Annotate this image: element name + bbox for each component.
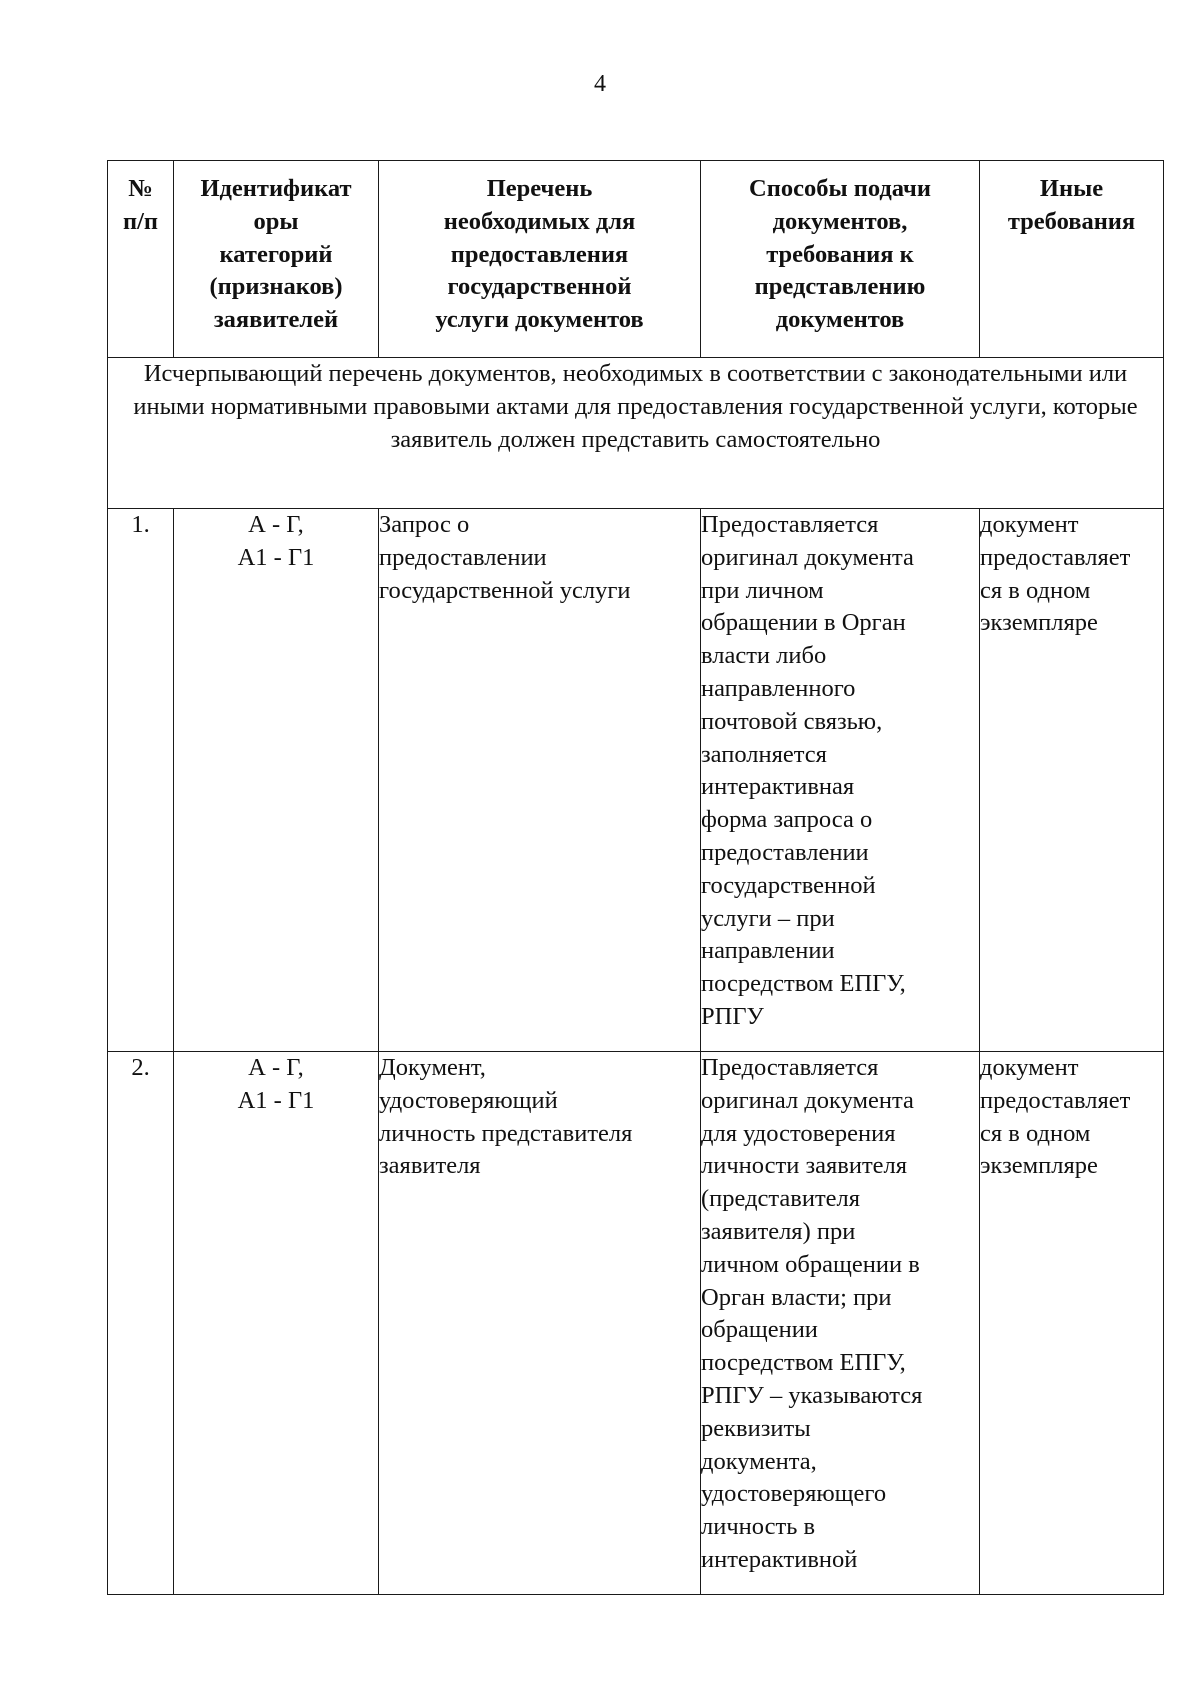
documents-table — [107, 160, 1164, 1595]
row-other-requirements: документ предоставляет ся в одном экземпляре — [980, 509, 1164, 1052]
table-row — [108, 509, 1164, 1052]
table-row — [108, 1052, 1164, 1595]
header-documents: Перечень необходимых для предоставления государственной услуги документов — [379, 161, 701, 358]
header-other-requirements: Иные требования — [980, 161, 1164, 358]
section-row — [108, 358, 1164, 509]
page-number: 4 — [594, 71, 606, 97]
row-submission-methods: Предоставляется оригинал документа при личном обращении в Орган власти либо направленного почтовой связью, заполняется интерактивная форма запроса о предоставлении государственной услуги – при направлении посредством ЕПГУ, РПГУ — [701, 509, 980, 1052]
header-number: № п/п — [108, 161, 174, 358]
row-other-requirements: документ предоставляет ся в одном экземпляре — [980, 1052, 1164, 1595]
row-document: Документ, удостоверяющий личность представителя заявителя — [379, 1052, 701, 1595]
row-document: Запрос о предоставлении государственной услуги — [379, 509, 701, 1052]
row-submission-methods: Предоставляется оригинал документа для удостоверения личности заявителя (представителя заявителя) при личном обращении в Орган власти; при обращении посредством ЕПГУ, РПГУ – указываются реквизиты документа, удостоверяющего личность в интерактивной — [701, 1052, 980, 1595]
row-identifiers: А - Г, А1 - Г1 — [174, 1052, 379, 1595]
row-number: 2. — [108, 1052, 174, 1595]
header-submission-methods: Способы подачи документов, требования к представлению документов — [701, 161, 980, 358]
row-identifiers: А - Г, А1 - Г1 — [174, 509, 379, 1052]
row-number: 1. — [108, 509, 174, 1052]
section-title: Исчерпывающий перечень документов, необходимых в соответствии с законодательными или иными нормативными правовыми актами для предоставления государственной услуги, которые заявитель должен представить самостоятельно — [108, 358, 1164, 509]
header-identifiers: Идентификат оры категорий (признаков) заявителей — [174, 161, 379, 358]
table-header-row — [108, 161, 1164, 358]
